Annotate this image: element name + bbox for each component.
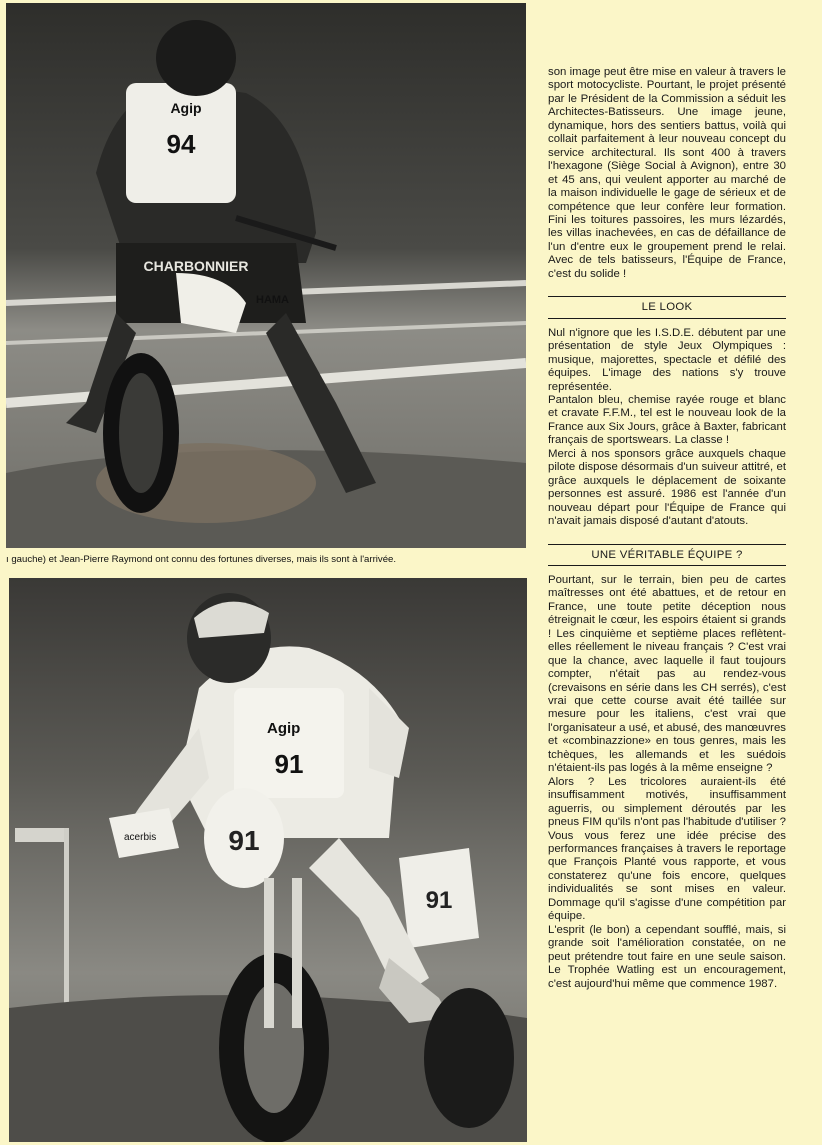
handguard-brand: acerbis [124,832,157,843]
bib-number-91: 91 [274,749,304,779]
shroud-text: HAMA [256,294,289,306]
bib-number-94: 94 [166,129,196,159]
section-title-veritable-equipe: UNE VÉRITABLE ÉQUIPE ? [548,544,786,566]
section-title-le-look: LE LOOK [548,296,786,318]
section2-paragraph-3: L'esprit (le bon) a cependant soufflé, mais, si grande soit l'amélioration constatée, on ne peut prétendre tout faire en une seule saison. Le Trophée Watling est un encouragement, c'est aujourd'hui même que commence 1987. [548,923,786,990]
article-intro: son image peut être mise en valeur à travers le sport motocycliste. Pourtant, le projet présenté par le Président de la Commission a séduit les Architectes-Batisseurs. Une image jeune, dynamique, hors des sentiers battus, voilà qui collait parfaitement à leur nouveau concept du service architectural. Ils sont 400 à travers l'hexagone (Siège Social à Avignon), entre 30 et 45 ans, qui veulent apporter au marché de la maison individuelle le gage de sérieux et de compétence que leur confère leur formation. Fini les toitures passoires, les murs lézardés, les villas inachevées, en cas de défaillance de l'un d'entre eux le groupement prend le relai. Avec de tels batisseurs, l'Équipe de France, c'est du solide ! [548,66,786,280]
plate-number-side: 91 [425,887,453,914]
section1-paragraph-2: Pantalon bleu, chemise rayée rouge et blanc et cravate F.F.M., tel est le nouveau look de la France aux Six Jours, grâce à Baxter, fabricant français de sportswears. La classe ! [548,393,786,447]
section2-paragraph-2: Alors ? Les tricolores auraient-ils été insuffisamment motivés, insuffisamment aguerris, ou simplement déroutés par les pneus FIM qu'ils n'ont pas l'habitude d'utiliser ? Vous vous ferez une idée précise des performances françaises à travers le reportage que François Planté vous rapporte, et vous constaterez qu'une fois encore, quelques individualités se sont mises en valeur. Dommage qu'il s'agisse d'une compétition par équipe. [548,775,786,923]
photo-caption: ı gauche) et Jean-Pierre Raymond ont connu des fortunes diverses, mais ils sont à l'arrivée. [6,554,397,565]
section1-paragraph-1: Nul n'ignore que les I.S.D.E. débutent par une présentation de style Jeux Olympiques : musique, majorettes, spectacle et défilé des équipes. L'image des nations s'y trouve représentée. [548,326,786,393]
photo-rider-94 [6,3,526,548]
bib-sponsor: Agip [267,720,301,737]
section2-paragraph-1: Pourtant, sur le terrain, bien peu de cartes maîtresses ont été abattues, et de retour en France, une toute petite déception nous étreignait le cœur, les espoirs étaient si grands ! Les cinquième et septième places reflètent-elles réellement le niveau français ? C'est vrai que la chance, avec laquelle il faut toujours compter, n'était pas au rendez-vous (crevaisons en série dans les CH serrés), c'est vrai que cette course avait été taillée sur mesure pour les italiens, c'est vrai que l'organisateur a usé, et abusé, des manœuvres et «combinazzione» en tous genres, mais les tchèques, les allemands et les suédois n'étaient-ils pas logés à la même enseigne ? [548,573,786,775]
pants-sponsor-text: CHARBONNIER [143,258,249,274]
section1-paragraph-3: Merci à nos sponsors grâce auxquels chaque pilote dispose désormais d'un suiveur attitré, et grâce auxquels le déplacement de soixante personnes est assuré. 1986 est l'année d'un nouveau départ pour l'Équipe de France qui n'avait jamais disposé d'autant d'atouts. [548,447,786,528]
photo-rider-91 [9,578,527,1142]
article-column [548,66,786,991]
plate-number-front: 91 [228,825,260,856]
bib-sponsor: Agip [170,100,202,116]
